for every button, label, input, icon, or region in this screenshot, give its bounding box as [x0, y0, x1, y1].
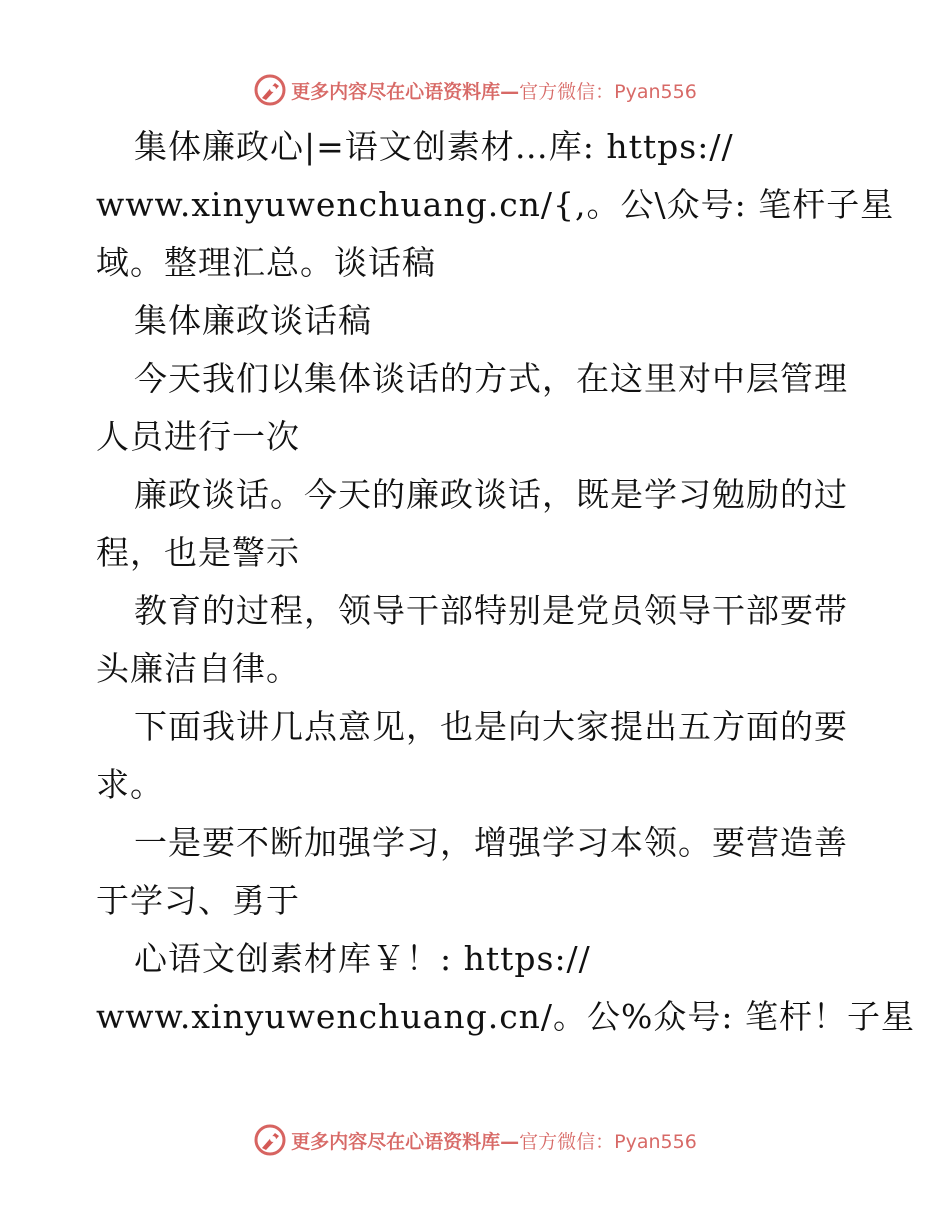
pen-logo-icon: [253, 73, 287, 107]
header-banner-text: 更多内容尽在心语资料库—: [291, 80, 520, 103]
header-banner: [0, 70, 950, 110]
text-line-9: 教育的过程，领导干部特别是党员领导干部要带: [134, 591, 848, 630]
document-title: 集体廉政谈话稿: [134, 301, 372, 340]
header-banner-wechat: 官方微信：Pyan556: [519, 80, 697, 103]
text-line-15: 心语文创素材库￥！: https://: [134, 939, 591, 978]
text-line-10: 头廉洁自律。: [96, 649, 300, 688]
text-line-11: 下面我讲几点意见，也是向大家提出五方面的要: [134, 707, 848, 746]
text-line-14: 于学习、勇于: [96, 881, 300, 920]
text-line-2: www.xinyuwenchuang.cn/{,。公\众号: 笔杆子星: [96, 185, 895, 224]
footer-banner: [0, 1120, 950, 1160]
text-line-16: www.xinyuwenchuang.cn/。公%众号: 笔杆！子星: [96, 997, 916, 1036]
text-line-6: 人员进行一次: [96, 417, 300, 456]
pen-logo-icon: [253, 1123, 287, 1157]
text-line-13: 一是要不断加强学习，增强学习本领。要营造善: [134, 823, 848, 862]
text-line-12: 求。: [96, 765, 164, 804]
text-line-3: 域。整理汇总。谈话稿: [96, 243, 436, 282]
footer-banner-text: 更多内容尽在心语资料库—: [291, 1130, 520, 1153]
text-line-5: 今天我们以集体谈话的方式，在这里对中层管理: [134, 359, 848, 398]
footer-banner-wechat: 官方微信：Pyan556: [519, 1130, 697, 1153]
text-line-8: 程，也是警示: [96, 533, 300, 572]
text-line-7: 廉政谈话。今天的廉政谈话，既是学习勉励的过: [134, 475, 848, 514]
document-body: [96, 118, 916, 1046]
text-line-1: 集体廉政心|=语文创素材…库: https://: [134, 127, 734, 166]
